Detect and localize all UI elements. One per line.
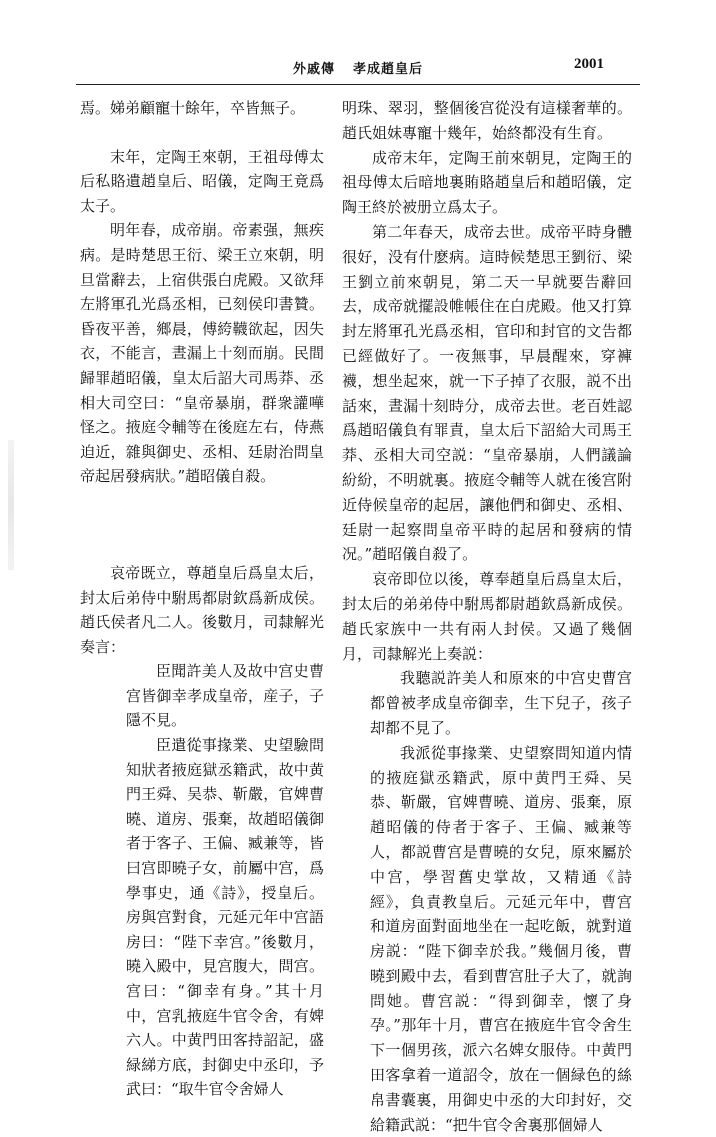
quoted-memorial: 我聽説許美人和原來的中宫史曹宫都曾被孝成皇帝御幸，生下兒子，孩子却都不見了。: [370, 669, 632, 737]
paragraph-spacer: [80, 121, 324, 145]
paragraph: 哀帝即位以後，尊奉趙皇后爲皇太后，封太后的弟弟侍中駙馬都尉趙欽爲新成侯。趙氏家族中一共有兩人封侯。又過了幾個月，司隸解光上奏説：: [342, 570, 632, 663]
section-spacer: [80, 489, 324, 561]
page-number: 2001: [574, 56, 604, 72]
quoted-memorial: 我派從事掾業、史望察問知道内情的掖庭獄丞籍武，原中黄門王舜、吴恭、靳嚴，官婢曹曉、道房、張棄，原趙昭儀的侍者于客子、王偏、臧兼等人，都説曹宫是曹曉的女兒，原來屬於中宫，學習舊史掌故，又精通《詩經》，負責教皇后。元延元年中，曹宫和道房面對面地坐在一起吃飯，就對道房説：“陛下御幸於我。”幾個月後，曹曉到殿中去，看到曹宫肚子大了，就詢問她。曹宫説：“得到御幸，懷了身孕。”那年十月，曹宫在掖庭牛官令舍生下一個男孩，派六名婢女服侍。中黄門田客拿着一道詔令，放在一個緑色的絲帛書囊裏，用御史中丞的大印封好，交給籍武説：“把牛官令舍裏那個婦人: [370, 743, 632, 1134]
binding-shadow: [8, 440, 14, 570]
quoted-memorial: 臣遣從事掾業、史望驗問知狀者掖庭獄丞籍武，故中黄門王舜、吴恭、靳嚴，官婢曹曉、道房、張棄，故趙昭儀御者于客子、王偏、臧兼等，皆曰宫即曉子女，前屬中宫，爲學事史，通《詩》，授皇后。房與宫對食，元延元年中宫語房曰：“陛下幸宫。”後數月，曉入殿中，見宫腹大，問宫。宫曰：“御幸有身。”其十月中，宫乳掖庭牛官令舍，有婢六人。中黄門田客持詔記，盛緑綈方底，封御史中丞印，予武曰：“取牛官令舍婦人: [126, 736, 324, 1099]
paragraph: 成帝末年，定陶王前來朝見，定陶王的祖母傅太后暗地裏賄賂趙皇后和趙昭儀，定陶王終於被册立爲太子。: [342, 148, 632, 217]
paragraph: 第二年春天，成帝去世。成帝平時身體很好，没有什麽病。這時候楚思王劉衍、梁王劉立前來朝見，第二天一早就要告辭回去，成帝就擺設帷帳住在白虎殿。他又打算封左將軍孔光爲丞相，官印和封官的文告都已經做好了。一夜無事，早晨醒來，穿褲襪，想坐起來，就一下子掉了衣服，説不出話來，晝漏十刻時分，成帝去世。老百姓認爲趙昭儀負有罪責，皇太后下詔給大司馬王莽、丞相大司空説：“皇帝暴崩，人們議論紛紛，不明就裏。掖庭令輔等人就在後宫附近侍候皇帝的起居，讓他們和御史、丞相、廷尉一起察問皇帝平時的起居和發病的情况。”趙昭儀自殺了。: [342, 222, 632, 564]
classical-text-column: [80, 96, 324, 1102]
paragraph: 末年，定陶王來朝，王祖母傅太后私賂遺趙皇后、昭儀，定陶王竟爲太子。: [80, 147, 324, 215]
paragraph: 明珠、翠羽，整個後宫從没有這樣奢華的。趙氏姐妹專寵十幾年，始終都没有生育。: [342, 99, 632, 142]
quoted-memorial: 臣聞許美人及故中宫史曹宫皆御幸孝成皇帝，産子，子隱不見。: [126, 662, 324, 730]
paragraph: 焉。娣弟顧寵十餘年，卒皆無子。: [80, 99, 306, 117]
paragraph: 哀帝既立，尊趙皇后爲皇太后，封太后弟侍中駙馬都尉欽爲新成侯。趙氏侯者凡二人。後數月，司隸解光奏言：: [80, 563, 324, 656]
section-title: 孝成趙皇后: [353, 62, 424, 77]
page-header: [0, 0, 716, 82]
running-head: [0, 58, 716, 77]
book-title: 外戚傳: [292, 62, 335, 77]
translation-column: [342, 96, 632, 1137]
header-rule: [76, 84, 640, 85]
paragraph: 明年春，成帝崩。帝素强，無疾病。是時楚思王衍、梁王立來朝，明旦當辭去，上宿供張白虎殿。又欲拜左將軍孔光爲丞相，已刻侯印書贊。昏夜平善，鄉晨，傅絝韈欲起，因失衣，不能言，晝漏上十刻而崩。民間歸罪趙昭儀，皇太后詔大司馬莽、丞相大司空曰：“皇帝暴崩，群衆讙嘩怪之。掖庭令輔等在後庭左右，侍燕迫近，雜與御史、丞相、廷尉治問皇帝起居發病狀。”趙昭儀自殺。: [80, 221, 324, 486]
